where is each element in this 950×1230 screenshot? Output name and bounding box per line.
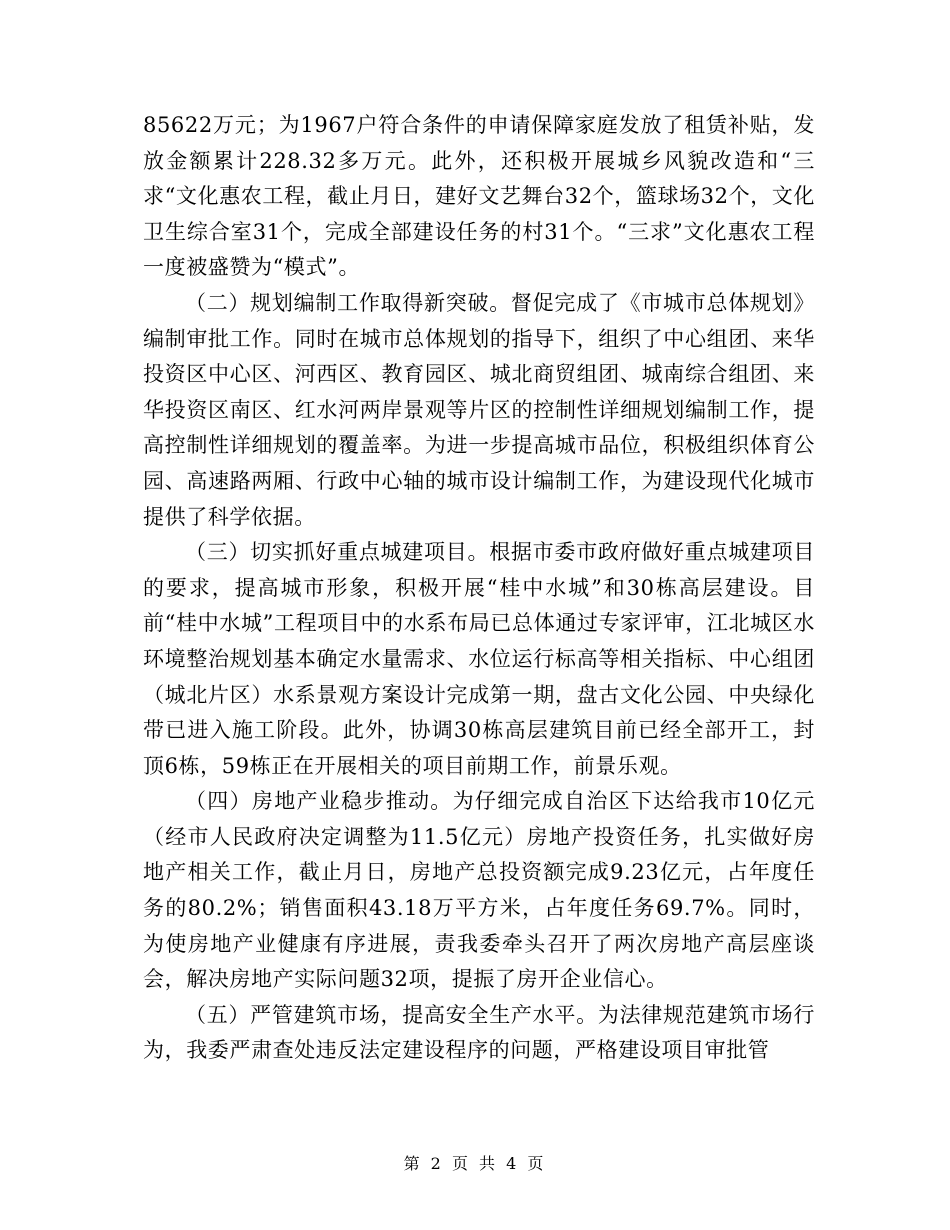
paragraph-key-projects: （三）切实抓好重点城建项目。根据市委市政府做好重点城建项目的要求，提高城市形象，积极开展“桂中水城”和30栋高层建设。目前“桂中水城”工程项目中的水系布局已总体通过专家评审，江北城区水环境整治规划基本确定水量需求、水位运行标高等相关指标、中心组团（城北片区）水系景观方案设计完成第一期，盘古文化公园、中央绿化带已进入施工阶段。此外，协调30栋高层建筑目前已经全部开工，封顶6栋，59栋正在开展相关的项目前期工作，前景乐观。 xyxy=(143,540,815,778)
page-footer: 第 2 页 共 4 页 xyxy=(403,1154,547,1173)
body-text xyxy=(143,108,815,1069)
paragraph-construction-market: （五）严管建筑市场，提高安全生产水平。为法律规范建筑市场行为，我委严肃查处违反法定建设程序的问题，严格建设项目审批管 xyxy=(143,1002,815,1063)
paragraph-planning: （二）规划编制工作取得新突破。督促完成了《市城市总体规划》编制审批工作。同时在城市总体规划的指导下，组织了中心组团、来华投资区中心区、河西区、教育园区、城北商贸组团、城南综合组团、来华投资区南区、红水河两岸景观等片区的控制性详细规划编制工作，提高控制性详细规划的覆盖率。为进一步提高城市品位，积极组织体育公园、高速路两厢、行政中心轴的城市设计编制工作，为建设现代化城市提供了科学依据。 xyxy=(143,290,815,529)
paragraph-real-estate: （四）房地产业稳步推动。为仔细完成自治区下达给我市10亿元（经市人民政府决定调整为11.5亿元）房地产投资任务，扎实做好房地产相关工作，截止月日，房地产总投资额完成9.23亿元，占年度任务的80.2%；销售面积43.18万平方米，占年度任务69.7%。同时，为使房地产业健康有序进展，责我委牵头召开了两次房地产高层座谈会，解决房地产实际问题32项，提振了房开企业信心。 xyxy=(143,789,815,992)
paragraph-continued: 85622万元；为1967户符合条件的申请保障家庭发放了租赁补贴，发放金额累计228.32多万元。此外，还积极开展城乡风貌改造和“三求“文化惠农工程，截止月日，建好文艺舞台32个，篮球场32个，文化卫生综合室31个，完成全部建设任务的村31个。“三求”文化惠农工程一度被盛赞为“模式”。 xyxy=(143,113,815,280)
